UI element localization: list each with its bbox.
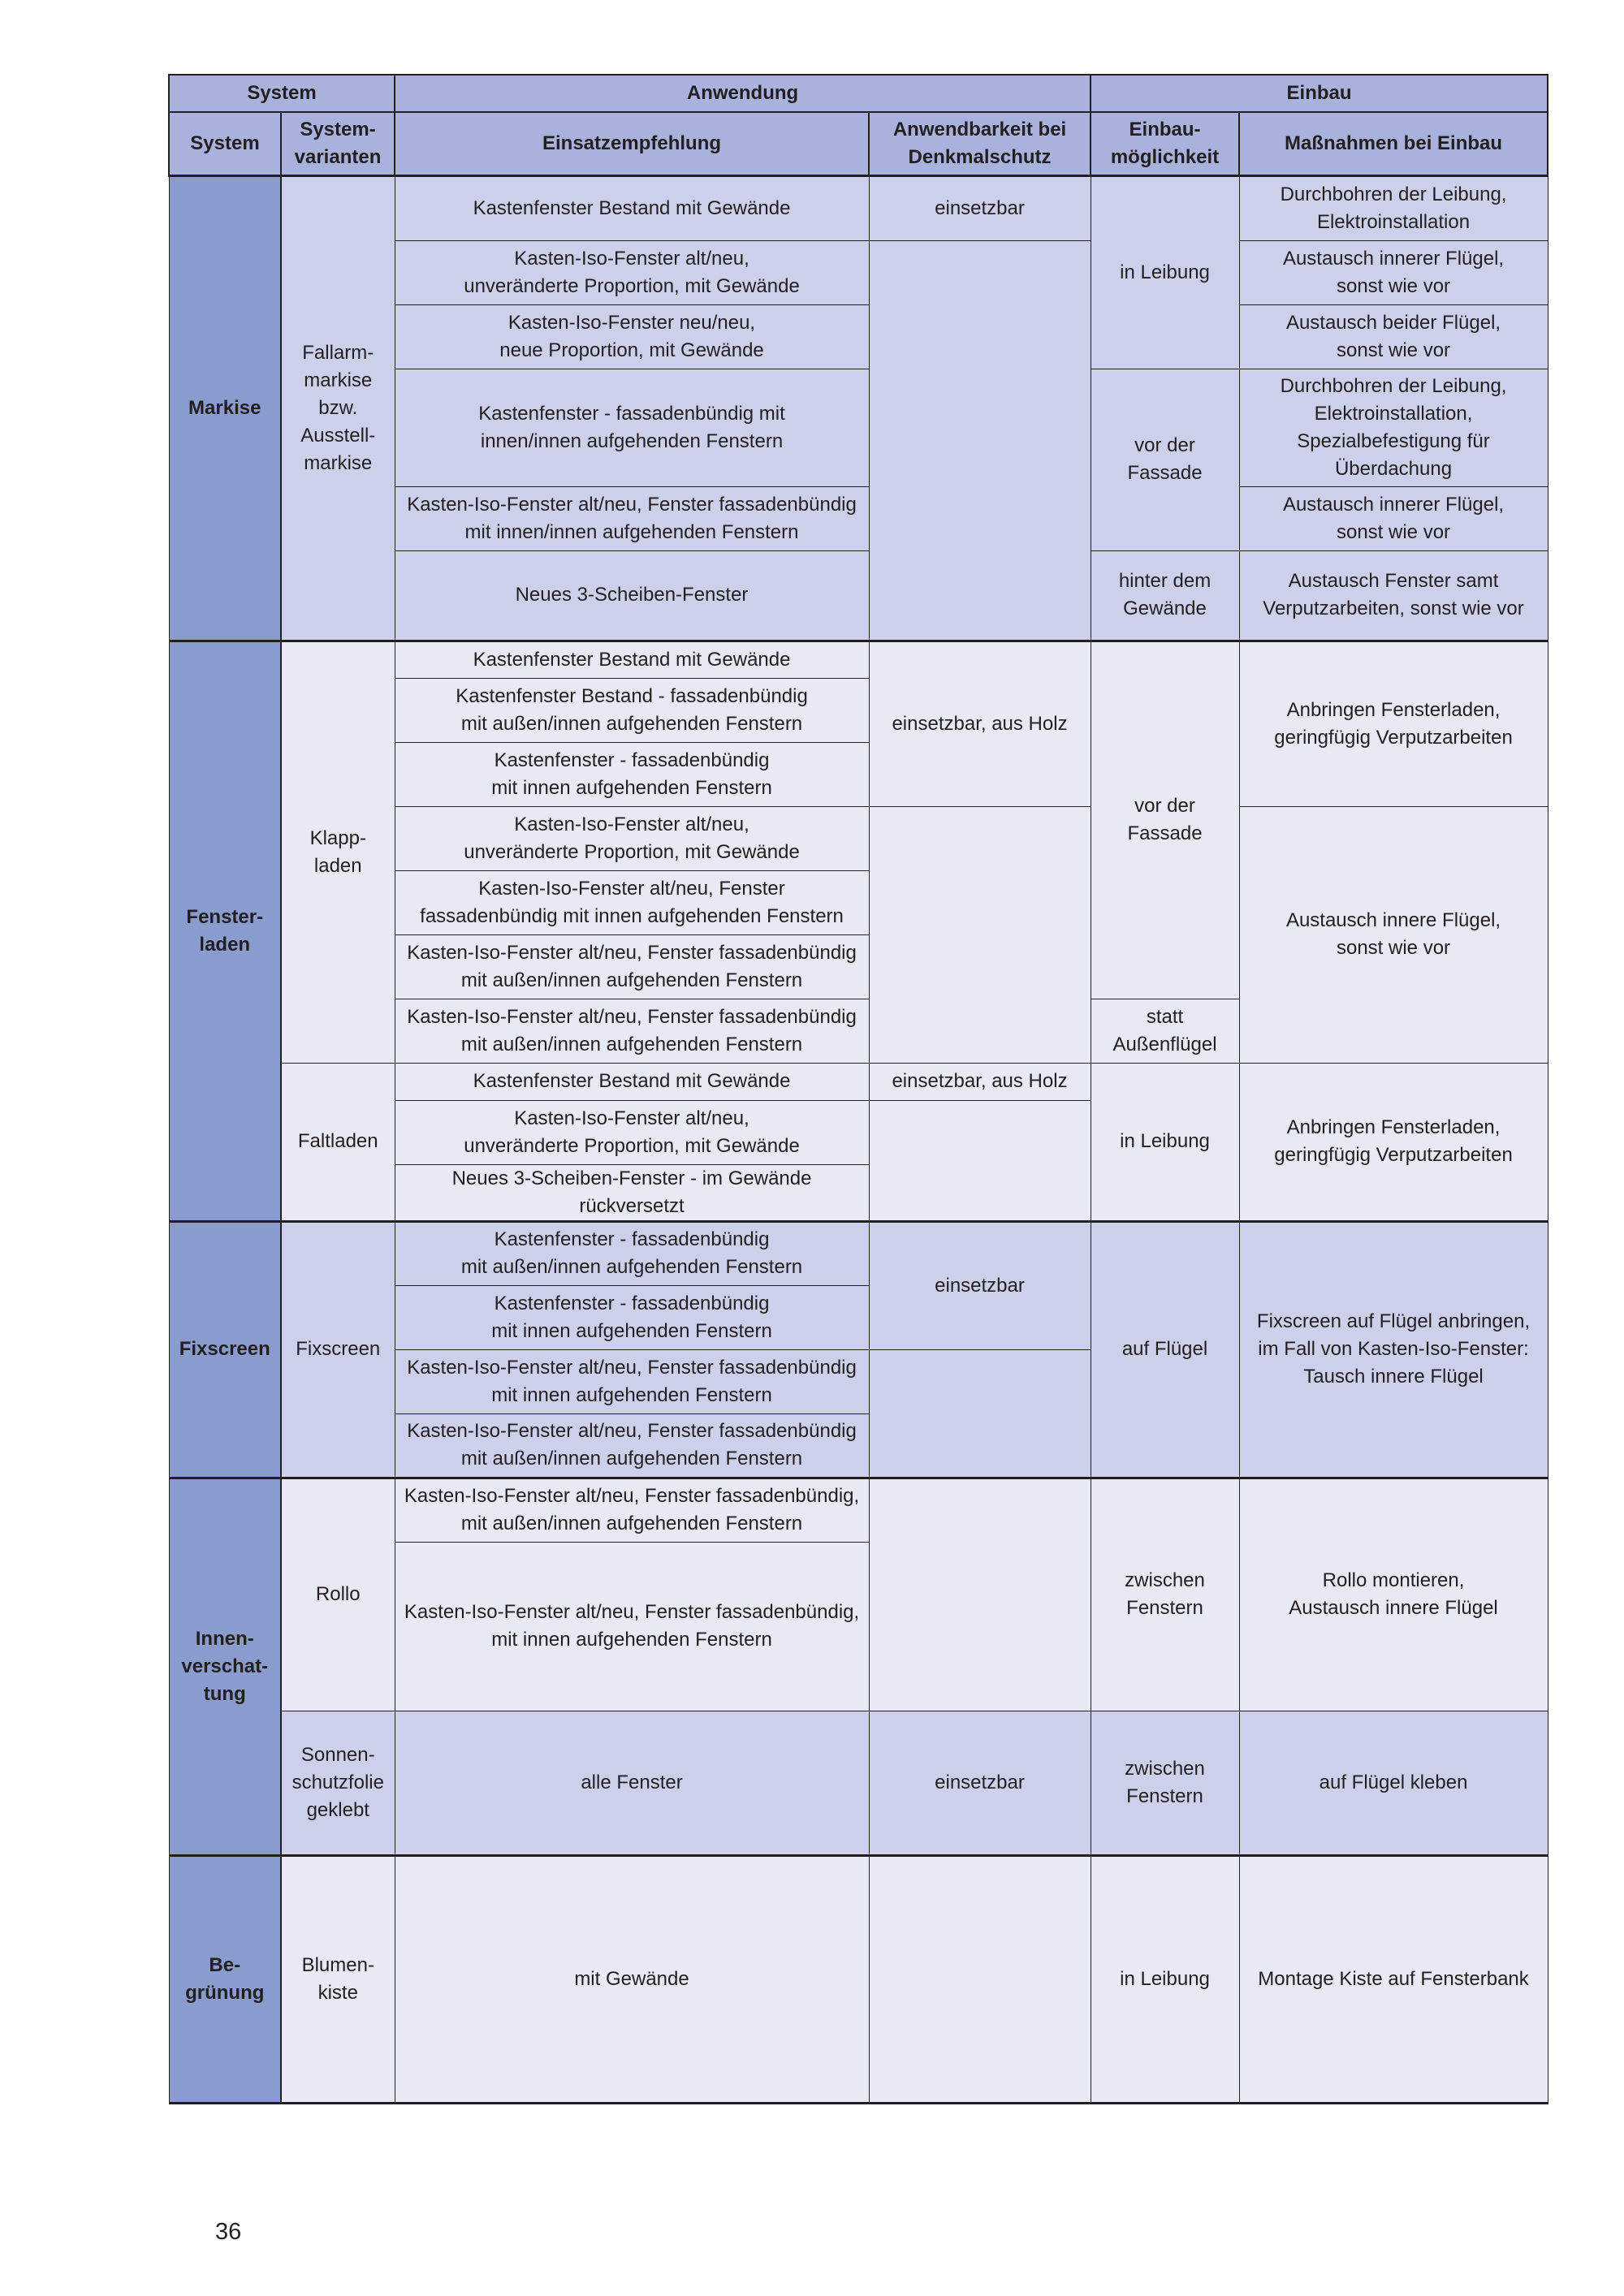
innen-massnahmen-2: auf Flügel kleben [1239, 1711, 1548, 1855]
innen-denkmal-empty [869, 1478, 1091, 1711]
fensterladen-einbau-fassade: vor der Fassade [1091, 641, 1239, 999]
innen-einbau-2: zwischen Fenstern [1091, 1711, 1239, 1855]
fixscreen-denkmal-empty [869, 1349, 1091, 1478]
markise-einbau-fassade: vor der Fassade [1091, 369, 1239, 550]
innen-row-2: Kasten-Iso-Fenster alt/neu, Fenster fassadenbündig, mit innen aufgehenden Fenstern [395, 1542, 869, 1711]
fensterladen-massnahmen-1: Anbringen Fensterladen, geringfügig Verputzarbeiten [1239, 641, 1548, 806]
markise-massnahmen-5: Austausch innerer Flügel, sonst wie vor [1239, 486, 1548, 550]
markise-massnahmen-1: Durchbohren der Leibung, Elektroinstallation [1239, 175, 1548, 240]
variant-sonnenschutzfolie: Sonnen- schutzfolie geklebt [281, 1711, 395, 1855]
header-systemvarianten: System- varianten [281, 112, 395, 175]
begruenung-row-1: mit Gewände [395, 1855, 869, 2103]
system-innenverschattung: Innen- verschat- tung [169, 1478, 281, 1855]
markise-row-4: Kastenfenster - fassadenbündig mit innen/innen aufgehenden Fenstern [395, 369, 869, 486]
header-denkmalschutz: Anwendbarkeit bei Denkmalschutz [869, 112, 1091, 175]
fensterladen-row-3: Kastenfenster - fassadenbündig mit innen aufgehenden Fenstern [395, 742, 869, 806]
fensterladen-denkmal-empty [869, 806, 1091, 1063]
fensterladen-row-10: Neues 3-Scheiben-Fenster - im Gewände rückversetzt [395, 1164, 869, 1221]
fensterladen-row-5: Kasten-Iso-Fenster alt/neu, Fenster fassadenbündig mit innen aufgehenden Fenstern [395, 870, 869, 934]
page-number: 36 [215, 2219, 242, 2245]
system-fixscreen: Fixscreen [169, 1221, 281, 1478]
markise-row-5: Kasten-Iso-Fenster alt/neu, Fenster fassadenbündig mit innen/innen aufgehenden Fenstern [395, 486, 869, 550]
innen-denkmal-2: einsetzbar [869, 1711, 1091, 1855]
fensterladen-row-4: Kasten-Iso-Fenster alt/neu, unveränderte Proportion, mit Gewände [395, 806, 869, 870]
fensterladen-row-9: Kasten-Iso-Fenster alt/neu, unveränderte Proportion, mit Gewände [395, 1100, 869, 1164]
innen-row-1: Kasten-Iso-Fenster alt/neu, Fenster fassadenbündig, mit außen/innen aufgehenden Fenstern [395, 1478, 869, 1542]
markise-massnahmen-4: Durchbohren der Leibung, Elektroinstallation, Spezialbefestigung für Überdachung [1239, 369, 1548, 486]
fensterladen-massnahmen-2: Austausch innere Flügel, sonst wie vor [1239, 806, 1548, 1063]
fensterladen-denkmal-2: einsetzbar, aus Holz [869, 1063, 1091, 1100]
fensterladen-row-6: Kasten-Iso-Fenster alt/neu, Fenster fassadenbündig mit außen/innen aufgehenden Fenstern [395, 934, 869, 999]
markise-row-3: Kasten-Iso-Fenster neu/neu, neue Proportion, mit Gewände [395, 304, 869, 369]
header-einbaumoeglichkeit: Einbau- möglichkeit [1091, 112, 1239, 175]
markise-massnahmen-3: Austausch beider Flügel, sonst wie vor [1239, 304, 1548, 369]
innen-row-3: alle Fenster [395, 1711, 869, 1855]
markise-einbau-leibung: in Leibung [1091, 175, 1239, 369]
fixscreen-denkmal-1: einsetzbar [869, 1221, 1091, 1349]
innen-einbau-1: zwischen Fenstern [1091, 1478, 1239, 1711]
fixscreen-row-4: Kasten-Iso-Fenster alt/neu, Fenster fassadenbündig mit außen/innen aufgehenden Fenstern [395, 1413, 869, 1478]
markise-denkmal-1: einsetzbar [869, 175, 1091, 240]
markise-row-6: Neues 3-Scheiben-Fenster [395, 550, 869, 641]
fensterladen-denkmal-1: einsetzbar, aus Holz [869, 641, 1091, 806]
markise-row-1: Kastenfenster Bestand mit Gewände [395, 175, 869, 240]
fixscreen-row-1: Kastenfenster - fassadenbündig mit außen/innen aufgehenden Fenstern [395, 1221, 869, 1285]
variant-blumenkiste: Blumen- kiste [281, 1855, 395, 2103]
header-group-einbau: Einbau [1091, 75, 1548, 112]
system-overview-table [168, 74, 1548, 2104]
begruenung-denkmal-empty [869, 1855, 1091, 2103]
header-massnahmen: Maßnahmen bei Einbau [1239, 112, 1548, 175]
innen-massnahmen-1: Rollo montieren, Austausch innere Flügel [1239, 1478, 1548, 1711]
header-system: System [169, 112, 281, 175]
system-markise: Markise [169, 175, 281, 641]
fensterladen-denkmal-empty-2 [869, 1100, 1091, 1221]
fixscreen-row-3: Kasten-Iso-Fenster alt/neu, Fenster fassadenbündig mit innen aufgehenden Fenstern [395, 1349, 869, 1413]
markise-einbau-gewaende: hinter dem Gewände [1091, 550, 1239, 641]
begruenung-massnahmen: Montage Kiste auf Fensterbank [1239, 1855, 1548, 2103]
fensterladen-einbau-aussenfluegel: statt Außenflügel [1091, 999, 1239, 1063]
variant-faltladen: Faltladen [281, 1063, 395, 1221]
fensterladen-row-2: Kastenfenster Bestand - fassadenbündig mit außen/innen aufgehenden Fenstern [395, 678, 869, 742]
header-group-system: System [169, 75, 395, 112]
markise-row-2: Kasten-Iso-Fenster alt/neu, unveränderte Proportion, mit Gewände [395, 240, 869, 304]
variant-rollo: Rollo [281, 1478, 395, 1711]
fixscreen-row-2: Kastenfenster - fassadenbündig mit innen aufgehenden Fenstern [395, 1285, 869, 1349]
fensterladen-row-7: Kasten-Iso-Fenster alt/neu, Fenster fassadenbündig mit außen/innen aufgehenden Fenstern [395, 999, 869, 1063]
variant-klappladen: Klapp- laden [281, 641, 395, 1063]
markise-massnahmen-2: Austausch innerer Flügel, sonst wie vor [1239, 240, 1548, 304]
markise-denkmal-empty [869, 240, 1091, 641]
fensterladen-row-1: Kastenfenster Bestand mit Gewände [395, 641, 869, 678]
variant-fallarmmarkise: Fallarm- markise bzw. Ausstell- markise [281, 175, 395, 641]
fensterladen-row-8: Kastenfenster Bestand mit Gewände [395, 1063, 869, 1100]
fensterladen-einbau-leibung: in Leibung [1091, 1063, 1239, 1221]
variant-fixscreen: Fixscreen [281, 1221, 395, 1478]
fixscreen-massnahmen: Fixscreen auf Flügel anbringen, im Fall von Kasten-Iso-Fenster: Tausch innere Flügel [1239, 1221, 1548, 1478]
system-fensterladen: Fenster- laden [169, 641, 281, 1221]
fixscreen-einbau: auf Flügel [1091, 1221, 1239, 1478]
system-begruenung: Be- grünung [169, 1855, 281, 2103]
fensterladen-massnahmen-3: Anbringen Fensterladen, geringfügig Verputzarbeiten [1239, 1063, 1548, 1221]
header-group-anwendung: Anwendung [395, 75, 1091, 112]
begruenung-einbau: in Leibung [1091, 1855, 1239, 2103]
header-einsatzempfehlung: Einsatzempfehlung [395, 112, 869, 175]
markise-massnahmen-6: Austausch Fenster samt Verputzarbeiten, sonst wie vor [1239, 550, 1548, 641]
